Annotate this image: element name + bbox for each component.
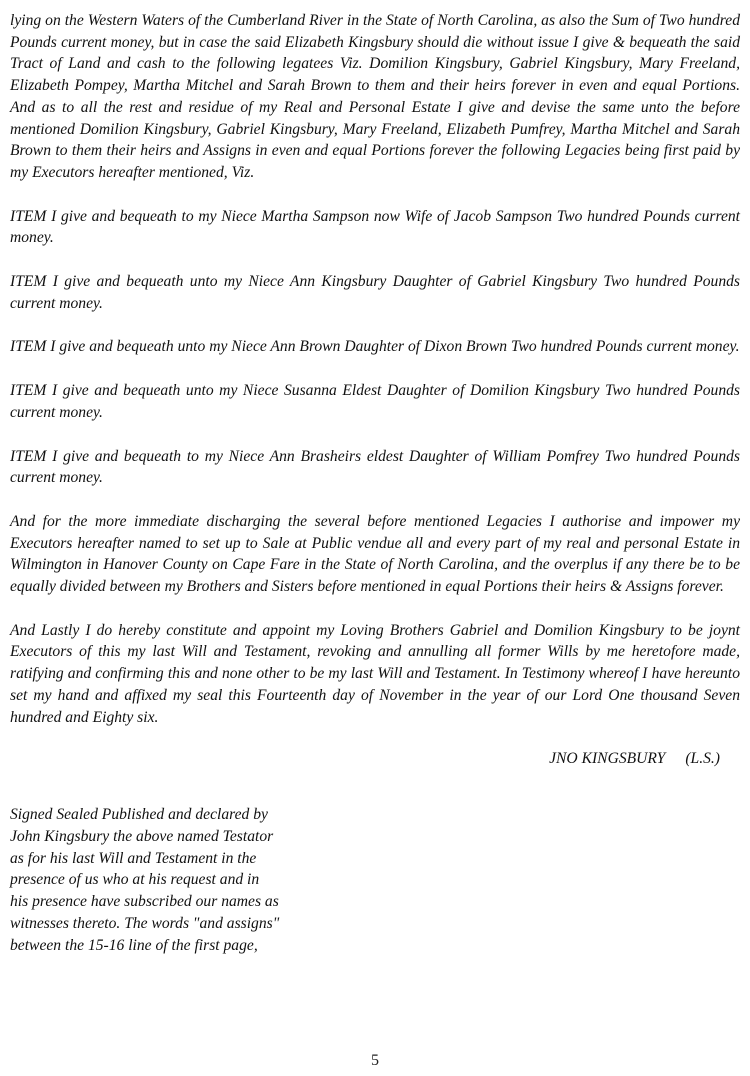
paragraph-estate-residue: lying on the Western Waters of the Cumberland River in the State of North Carolina, as also the Sum of Two hundred Pounds current money, but in case the said Elizabeth Kingsbury should die without issue I give & bequeath the said Tract of Land and cash to the following legatees Viz. Domilion Kingsbury, Gabriel Kingsbury, Mary Freeland, Elizabeth Pompey, Martha Mitchel and Sarah Brown to them and their heirs forever in even and equal Portions. And as to all the rest and residue of my Real and Personal Estate I give and devise the same unto the before mentioned Domilion Kingsbury, Gabriel Kingsbury, Mary Freeland, Elizabeth Pumfrey, Martha Mitchel and Sarah Brown to them their heirs and Assigns in even and equal Portions forever the following Legacies being first paid by my Executors hereafter mentioned, Viz. bbox=[10, 12, 740, 181]
signature-name: JNO KINGSBURY bbox=[549, 750, 666, 768]
paragraph-item-ann-brown: ITEM I give and bequeath unto my Niece Ann Brown Daughter of Dixon Brown Two hundred Pounds current money. bbox=[10, 338, 740, 356]
paragraph-item-ann-kingsbury: ITEM I give and bequeath unto my Niece Ann Kingsbury Daughter of Gabriel Kingsbury Two hundred Pounds current money. bbox=[10, 273, 740, 312]
signature-seal: (L.S.) bbox=[685, 750, 720, 768]
paragraph-item-martha-sampson: ITEM I give and bequeath to my Niece Martha Sampson now Wife of Jacob Sampson Two hundred Pounds current money. bbox=[10, 207, 740, 247]
attestation-line: presence of us who at his request and in bbox=[10, 871, 260, 889]
attestation-line: Signed Sealed Published and declared by bbox=[10, 805, 268, 823]
paragraph-item-susanna: ITEM I give and bequeath unto my Niece Susanna Eldest Daughter of Domilion Kingsbury Two hundred Pounds current money. bbox=[10, 382, 740, 421]
attestation-line: as for his last Will and Testament in the bbox=[10, 849, 257, 867]
testator-signature bbox=[10, 748, 720, 770]
attestation-line: his presence have subscribed our names as bbox=[10, 893, 279, 911]
paragraph-item-ann-brasheirs: ITEM I give and bequeath to my Niece Ann Brasheirs eldest Daughter of William Pomfrey Two hundred Pounds current money. bbox=[10, 447, 740, 487]
paragraph-sale-of-estate: And for the more immediate discharging the several before mentioned Legacies I authorise and impower my Executors hereafter named to set up to Sale at Public vendue all and every part of my real and personal Estate in Wilmington in Hanover County on Cape Fare in the State of North Carolina, and the overplus if any there be to be equally divided between my Brothers and Sisters before mentioned in equal Portions their heirs & Assigns forever. bbox=[10, 512, 740, 596]
attestation-line: John Kingsbury the above named Testator bbox=[10, 827, 274, 845]
attestation-line: between the 15-16 line of the first page, bbox=[10, 936, 258, 954]
page-number: 5 bbox=[371, 1052, 379, 1069]
paragraph-executors-testimony: And Lastly I do hereby constitute and appoint my Loving Brothers Gabriel and Domilion Kingsbury to be joynt Executors of this my last Will and Testament, revoking and annulling all former Wills by me heretofore made, ratifying and confirming this and none other to be my last Will and Testament. In Testimony whereof I have hereunto set my hand and affixed my seal this Fourteenth day of November in the year of our Lord One thousand Seven hundred and Eighty six. bbox=[10, 621, 740, 726]
attestation-clause bbox=[10, 804, 350, 957]
document-page bbox=[10, 10, 740, 957]
attestation-line: witnesses thereto. The words "and assigns" bbox=[10, 914, 280, 932]
